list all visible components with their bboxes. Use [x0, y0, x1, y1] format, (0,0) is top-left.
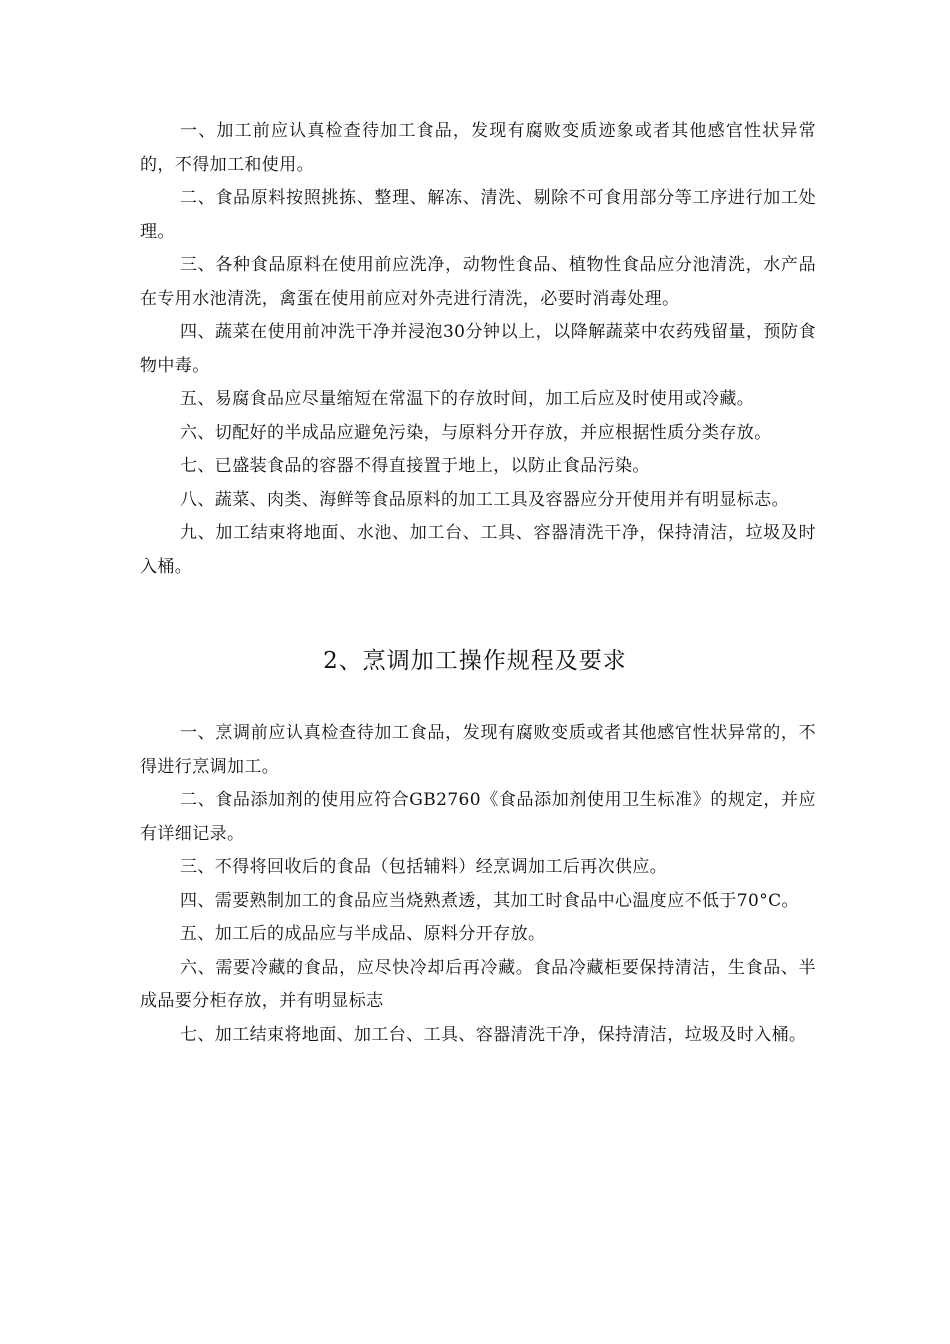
section-2-heading: 2、烹调加工操作规程及要求	[323, 648, 627, 674]
section-1-body	[140, 115, 816, 584]
paragraph-2-5: 五、加工后的成品应与半成品、原料分开存放。	[180, 924, 546, 944]
paragraph-2-1: 一、烹调前应认真检查待加工食品，发现有腐败变质或者其他感官性状异常的，不得进行烹调加工。	[140, 723, 816, 777]
paragraph-2-7: 七、加工结束将地面、加工台、工具、容器清洗干净，保持清洁，垃圾及时入桶。	[180, 1024, 807, 1045]
paragraph-1-3: 三、各种食品原料在使用前应洗净，动物性食品、植物性食品应分池清洗，水产品在专用水池清洗，禽蛋在使用前应对外壳进行清洗，必要时消毒处理。	[140, 255, 816, 309]
paragraph-1-4: 四、蔬菜在使用前冲洗干净并浸泡30分钟以上，以降解蔬菜中农药残留量，预防食物中毒。	[140, 322, 816, 376]
paragraph-1-1: 一、加工前应认真检查待加工食品，发现有腐败变质迹象或者其他感官性状异常的，不得加工和使用。	[140, 121, 816, 175]
section-2-body	[140, 717, 816, 1052]
paragraph-2-6: 六、需要冷藏的食品，应尽快冷却后再冷藏。食品冷藏柜要保持清洁，生食品、半成品要分柜存放，并有明显标志	[140, 957, 816, 1011]
paragraph-1-2: 二、食品原料按照挑拣、整理、解冻、清洗、剔除不可食用部分等工序进行加工处理。	[140, 188, 816, 242]
paragraph-1-7: 七、已盛装食品的容器不得直接置于地上，以防止食品污染。	[180, 456, 650, 476]
paragraph-2-2: 二、食品添加剂的使用应符合GB2760《食品添加剂使用卫生标准》的规定，并应有详细记录。	[140, 790, 816, 844]
paragraph-2-3: 三、不得将回收后的食品（包括辅料）经烹调加工后再次供应。	[180, 857, 668, 877]
paragraph-1-9: 九、加工结束将地面、水池、加工台、工具、容器清洗干净，保持清洁，垃圾及时入桶。	[140, 523, 816, 577]
paragraph-1-5: 五、易腐食品应尽量缩短在常温下的存放时间，加工后应及时使用或冷藏。	[180, 389, 755, 409]
paragraph-2-4: 四、需要熟制加工的食品应当烧熟煮透，其加工时食品中心温度应不低于70°C。	[180, 890, 799, 911]
paragraph-1-6: 六、切配好的半成品应避免污染，与原料分开存放，并应根据性质分类存放。	[180, 422, 772, 443]
paragraph-1-8: 八、蔬菜、肉类、海鲜等食品原料的加工工具及容器应分开使用并有明显标志。	[180, 489, 789, 510]
